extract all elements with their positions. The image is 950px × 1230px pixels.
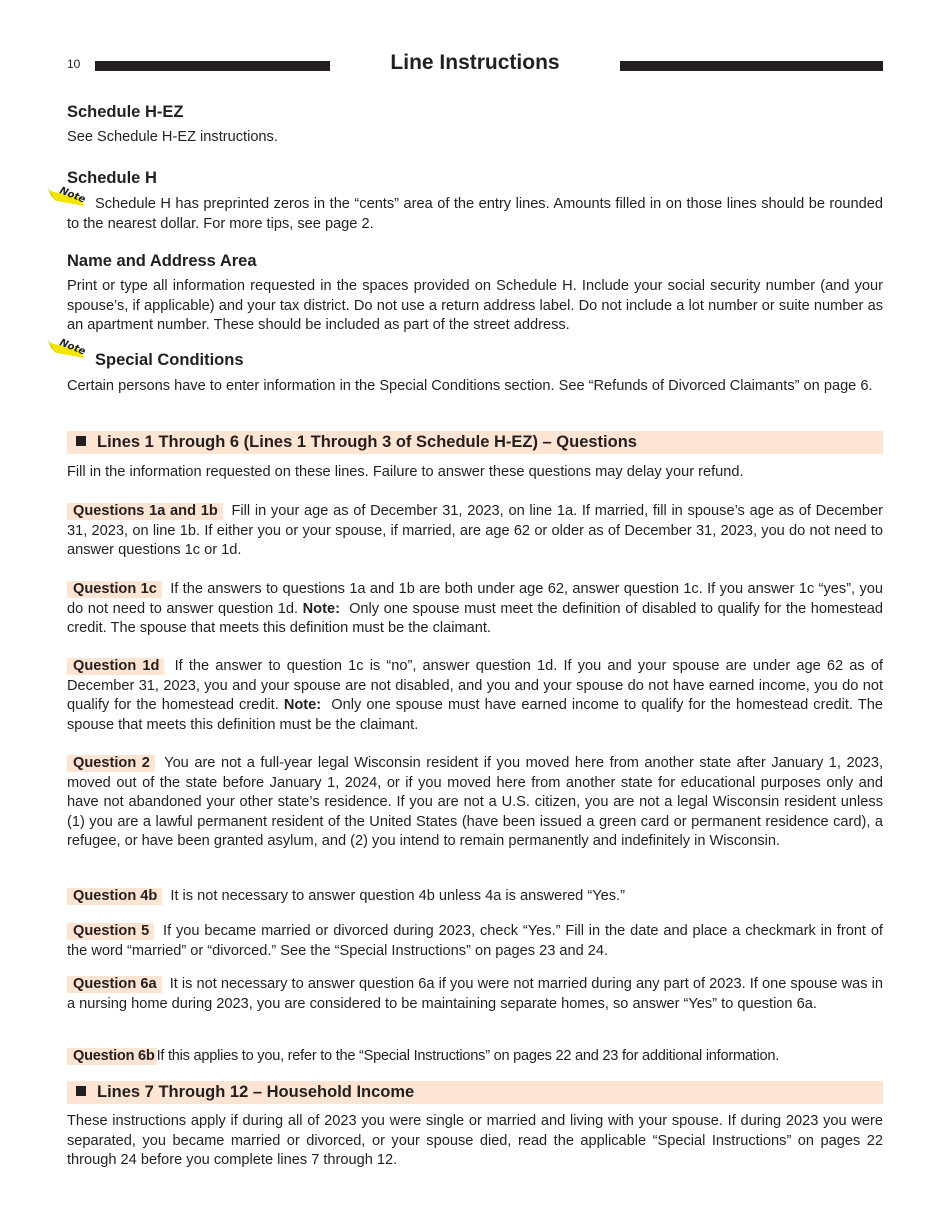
special-conditions-section: [67, 351, 883, 397]
schedule-h-heading: Schedule H: [67, 169, 157, 187]
note-sticker-icon: [48, 187, 86, 207]
header-rule-right: [620, 61, 883, 71]
name-address-text: Print or type all information requested in the spaces provided on Schedule H. Include your social security number (and your spouse’s, if applicable) and your tax district. Do not use a return address label. Do not include a lot number or suite number as an apartment number. These should be included as part of the street address.: [67, 278, 883, 333]
question-2-text: You are not a full-year legal Wisconsin resident if you moved here from another state after January 1, 2023, moved out of the state before January 1, 2024, or if you moved here from another state for educational purposes only and have not abandoned your other state’s residence. If you are not a U.S. citizen, you are not a legal Wisconsin resident unless (1) you are a lawful permanent resident of the United States (have been issued a green card or permanent residence card), a refugee, or have been granted asylum, and (2) you intend to remain permanently and indefinitely in Wisconsin.: [67, 755, 883, 849]
question-1c-text: If the answers to questions 1a and 1b are both under age 62, answer question 1c. If you answer 1c “yes”, you do not need to answer question 1d.: [67, 581, 883, 617]
lines-1-6-intro: [67, 463, 883, 483]
question-1c-note-label: Note:: [302, 600, 340, 617]
lines-1-6-intro-text: Fill in the information requested on these lines. Failure to answer these questions may delay your refund.: [67, 464, 744, 480]
note-sticker-label: Note: [57, 185, 87, 206]
question-1d-note-text: Only one spouse must have earned income to qualify for the homestead credit. The spouse that meets this definition must be the claimant.: [67, 697, 883, 733]
question-1d: [67, 657, 883, 735]
question-2: [67, 754, 883, 852]
question-1c-label: Question 1c: [67, 581, 162, 598]
question-6a-text: It is not necessary to answer question 6a if you were not married during any part of 2023. If one spouse was in a nursing home during 2023, you are considered to be maintaining separate homes, so answer “Yes” to question 6a.: [67, 976, 883, 1012]
schedule-hez-text: See Schedule H-EZ instructions.: [67, 129, 278, 145]
question-1c-note-text: Only one spouse must meet the definition of disabled to qualify for the homestead credit. The spouse that meets this definition must be the claimant.: [67, 600, 884, 636]
schedule-h-text: Schedule H has preprinted zeros in the “cents” area of the entry lines. Amounts filled in on those lines should be rounded to the nearest dollar. For more tips, see page 2.: [67, 196, 883, 232]
question-2-label: Question 2: [67, 755, 155, 772]
question-6b: [67, 1047, 883, 1067]
question-6a-label: Question 6a: [67, 976, 162, 993]
question-4b-label: Question 4b: [67, 888, 162, 905]
schedule-h-paragraph: [67, 195, 883, 234]
question-6a: [67, 975, 883, 1014]
special-conditions-heading: Special Conditions: [95, 351, 244, 369]
question-1ab: [67, 502, 883, 561]
question-5: [67, 922, 883, 961]
question-6b-label: Question 6b: [67, 1048, 157, 1065]
square-bullet-icon: [76, 436, 86, 446]
name-address-section: [67, 252, 883, 336]
lines-1-6-heading-band: [67, 431, 883, 454]
special-conditions-text: Certain persons have to enter information in the Special Conditions section. See “Refunds of Divorced Claimants” on page 6.: [67, 378, 873, 394]
question-5-text: If you became married or divorced during 2023, check “Yes.” Fill in the date and place a checkmark in front of the word “married” or “divorced.” See the “Special Instructions” on pages 23 and 24.: [67, 923, 883, 959]
lines-7-12-heading: Lines 7 Through 12 – Household Income: [97, 1083, 415, 1101]
question-1ab-label: Questions 1a and 1b: [67, 503, 223, 520]
question-1c: [67, 580, 883, 639]
schedule-hez-heading: Schedule H-EZ: [67, 103, 184, 121]
question-5-label: Question 5: [67, 923, 154, 940]
question-1d-text: If the answer to question 1c is “no”, answer question 1d. If you and your spouse are under age 62 as of December 31, 2023, you and your spouse are not disabled, and you and your spouse do not have earned income, you do not qualify for the homestead credit.: [67, 658, 884, 713]
schedule-h-section: [67, 169, 883, 234]
name-address-heading: Name and Address Area: [67, 252, 257, 270]
question-6b-text: If this applies to you, refer to the “Special Instructions” on pages 22 and 23 for additional information.: [156, 1048, 780, 1064]
lines-7-12-section: [67, 1112, 883, 1171]
page-number: 10: [67, 57, 81, 71]
lines-7-12-text: These instructions apply if during all of 2023 you were single or married and living with your spouse. If during 2023 you were separated, you became married or divorced, or your spouse died, read the applicable “Special Instructions” on pages 22 through 24 before you complete lines 7 through 12.: [67, 1113, 883, 1168]
question-4b-text: It is not necessary to answer question 4b unless 4a is answered “Yes.”: [170, 888, 625, 904]
page-title: Line Instructions: [390, 51, 560, 74]
question-4b: [67, 887, 883, 907]
lines-7-12-heading-band: [67, 1081, 883, 1104]
header-rule-left: [95, 61, 330, 71]
note-sticker-label: Note: [57, 337, 87, 358]
question-1d-note-label: Note:: [283, 697, 322, 713]
lines-1-6-heading: Lines 1 Through 6 (Lines 1 Through 3 of Schedule H-EZ) – Questions: [97, 433, 637, 451]
square-bullet-icon: [76, 1086, 86, 1096]
question-1d-label: Question 1d: [67, 658, 164, 675]
schedule-hez-section: [67, 103, 883, 148]
question-1ab-text: Fill in your age as of December 31, 2023, on line 1a. If married, fill in spouse’s age as of December 31, 2023, on line 1b. If either you or your spouse, if married, are age 62 or older as of December 31, 2023, you do not need to answer questions 1c or 1d.: [67, 503, 884, 558]
